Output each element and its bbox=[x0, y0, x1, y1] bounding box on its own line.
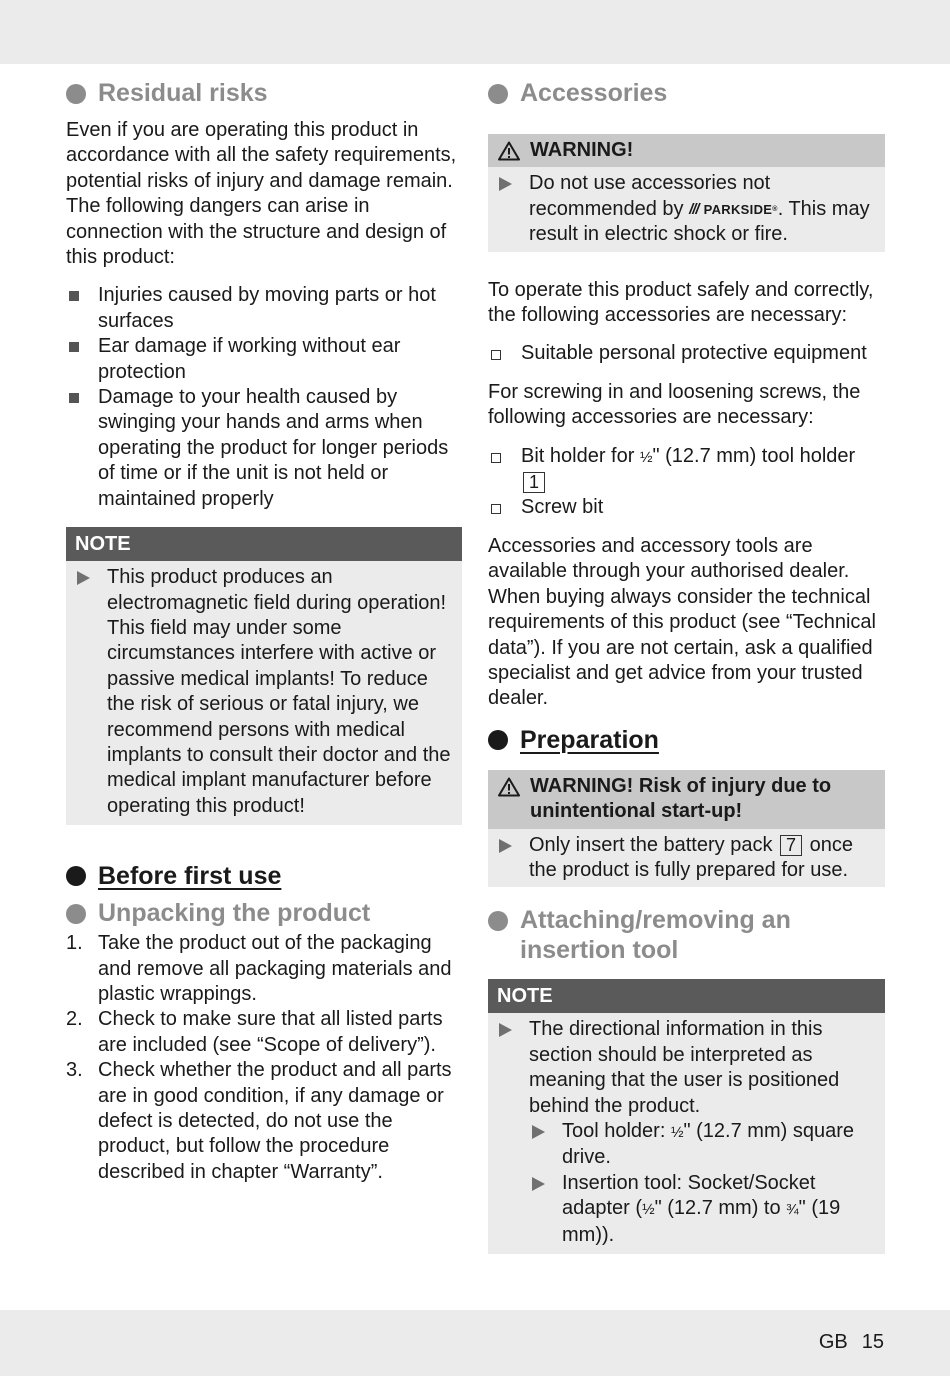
list-item: Tool holder: ½" (12.7 mm) square drive. bbox=[529, 1119, 875, 1171]
warning-body bbox=[488, 829, 885, 888]
top-band bbox=[0, 0, 950, 64]
part-reference: 7 bbox=[780, 835, 802, 856]
language-code: GB bbox=[818, 1331, 848, 1353]
residual-risks-intro: Even if you are operating this product in accordance with all the safety requirements, potential risks of injury and damage remain. The following dangers can arise in connection with the structure and design of this product: bbox=[66, 119, 457, 269]
list-item: Bit holder for ½" (12.7 mm) tool holder 1 bbox=[488, 444, 885, 496]
list-item: Ear damage if working without ear protection bbox=[66, 334, 462, 385]
residual-risks-list bbox=[66, 283, 462, 512]
unpacking-heading: Unpacking the product bbox=[66, 898, 462, 928]
warning-label: WARNING! Risk of injury due to unintentional start-up! bbox=[488, 770, 885, 829]
note-body bbox=[488, 1013, 885, 1254]
list-item: Damage to your health caused by swinging your hands and arms when operating the product for longer periods of time or if the unit is not held or maintained properly bbox=[66, 385, 462, 512]
triangle-bullet-icon bbox=[499, 177, 512, 191]
note-box-attaching bbox=[488, 979, 885, 1254]
before-first-use-heading: Before first use bbox=[66, 860, 462, 892]
list-item: 2. Check to make sure that all listed parts are included (see “Scope of delivery”). bbox=[66, 1008, 443, 1056]
dealer-text: Accessories and accessory tools are available through your authorised dealer. When buying always consider the technical requirements of this product (see “Technical data”). If you are not certain, ask a qualified specialist and get advice from your trusted dealer. bbox=[488, 534, 876, 710]
bullet-dot-icon bbox=[66, 904, 86, 924]
attaching-heading: Attaching/removing an insertion tool bbox=[488, 905, 885, 965]
screw-accessories-intro: For screwing in and loosening screws, the following accessories are necessary: bbox=[488, 380, 861, 429]
triangle-bullet-icon bbox=[532, 1125, 545, 1139]
bullet-dot-icon bbox=[66, 866, 86, 886]
list-item: Screw bit bbox=[488, 495, 885, 520]
list-item: Suitable personal protective equipment bbox=[488, 341, 885, 366]
note-label: NOTE bbox=[488, 979, 885, 1013]
parkside-logo: /// PARKSIDE ® bbox=[689, 200, 778, 218]
residual-risks-heading: Residual risks bbox=[66, 78, 462, 108]
note-label: NOTE bbox=[66, 527, 462, 561]
accessories-heading: Accessories bbox=[488, 78, 885, 108]
bottom-band bbox=[0, 1310, 950, 1376]
warning-box-accessories bbox=[488, 134, 885, 252]
note-box-emf bbox=[66, 527, 462, 825]
warning-triangle-icon bbox=[498, 141, 520, 161]
nested-list bbox=[529, 1119, 875, 1248]
screw-accessories-list bbox=[488, 444, 885, 521]
part-reference: 1 bbox=[523, 472, 545, 493]
note-body bbox=[66, 561, 462, 825]
list-item: Only insert the battery pack 7 once the product is fully prepared for use. bbox=[488, 833, 875, 884]
list-item: Injuries caused by moving parts or hot surfaces bbox=[66, 283, 462, 334]
bullet-dot-icon bbox=[488, 911, 508, 931]
list-item: This product produces an electromagnetic field during operation! This field may under some circumstances interfere with active or passive medical implants! To reduce the risk of serious or fatal injury, we recommend persons with medical implants to consult their doctor and the medical implant manufacturer before operating this product! bbox=[66, 565, 452, 819]
warning-body bbox=[488, 167, 885, 251]
warning-box-preparation bbox=[488, 770, 885, 888]
triangle-bullet-icon bbox=[499, 1023, 512, 1037]
triangle-bullet-icon bbox=[77, 571, 90, 585]
bullet-dot-icon bbox=[488, 730, 508, 750]
list-item: The directional information in this section should be interpreted as meaning that the user is positioned behind the product. Tool holder: ½" (12.7 mm) square drive. Insertion tool: Socket/Socket adapter (½" (12.7 mm) to ¾" (19 mm)). bbox=[488, 1017, 875, 1248]
triangle-bullet-icon bbox=[499, 839, 512, 853]
page-number: 15 bbox=[861, 1331, 884, 1353]
warning-label: WARNING! bbox=[488, 134, 885, 167]
list-item: Do not use accessories not recommended by /// PARKSIDE ® . This may result in electric shock or fire. bbox=[488, 171, 875, 247]
accessories-intro: To operate this product safely and correctly, the following accessories are necessary: bbox=[488, 278, 874, 327]
list-item: 3. Check whether the product and all parts are in good condition, if any damage or defect is detected, do not use the product, but follow the procedure described in chapter “Warranty”. bbox=[66, 1059, 452, 1183]
right-column bbox=[488, 78, 885, 1254]
list-item: 1. Take the product out of the packaging and remove all packaging materials and plastic wrappings. bbox=[66, 932, 452, 1005]
bullet-dot-icon bbox=[66, 84, 86, 104]
left-column bbox=[66, 78, 462, 1185]
page-footer bbox=[819, 1330, 884, 1355]
warning-triangle-icon bbox=[498, 777, 520, 797]
triangle-bullet-icon bbox=[532, 1177, 545, 1191]
accessories-list bbox=[488, 341, 885, 366]
preparation-heading: Preparation bbox=[488, 724, 885, 756]
list-item: Insertion tool: Socket/Socket adapter (½" (12.7 mm) to ¾" (19 mm)). bbox=[529, 1171, 875, 1248]
unpacking-steps bbox=[66, 931, 462, 1185]
bullet-dot-icon bbox=[488, 84, 508, 104]
